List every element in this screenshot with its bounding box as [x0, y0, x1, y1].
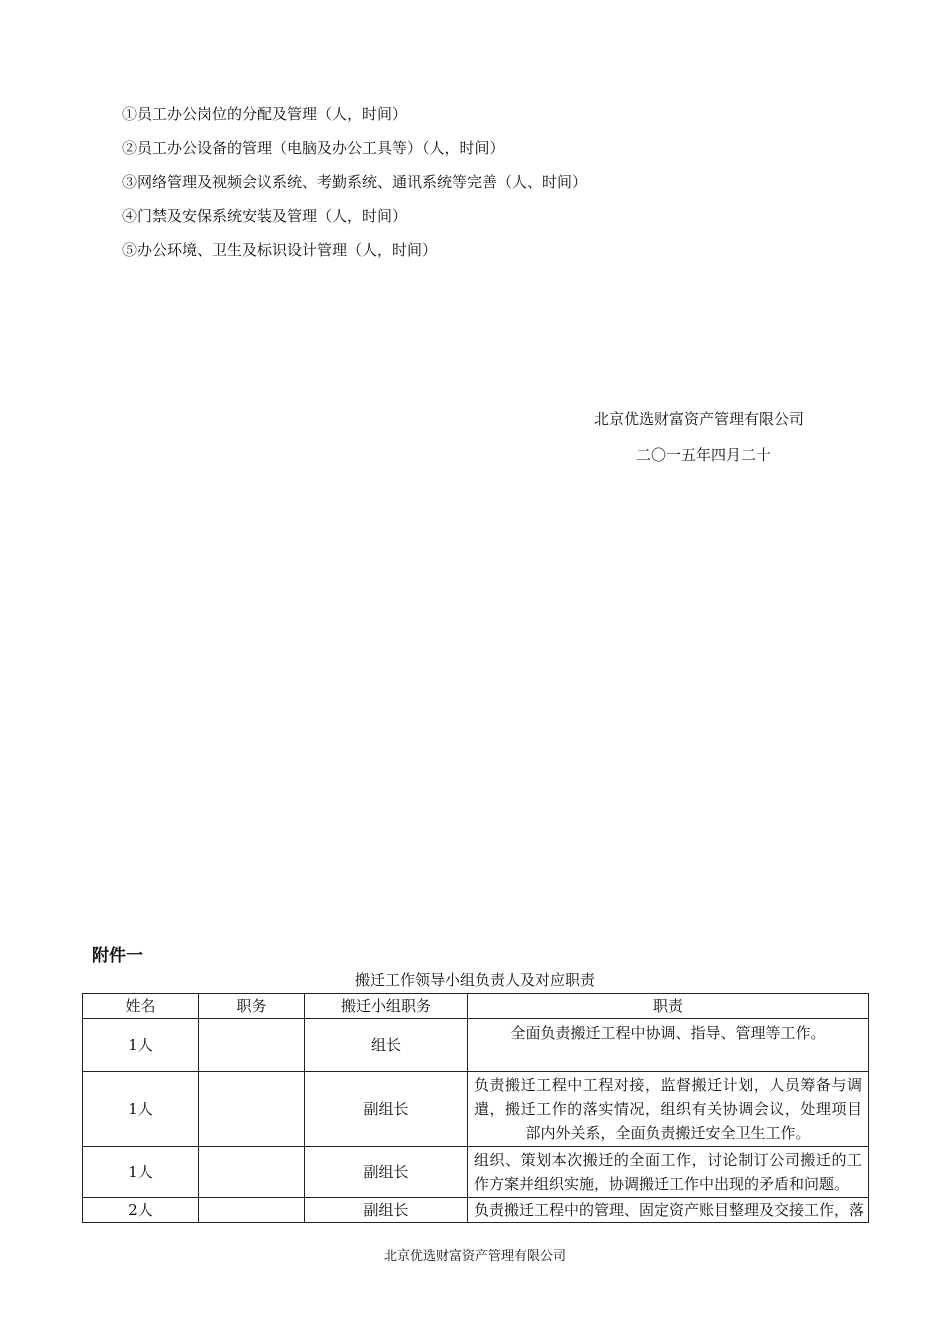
task-item: ②员工办公设备的管理（电脑及办公工具等）（人，时间） — [122, 139, 505, 157]
task-item: ④门禁及安保系统安装及管理（人，时间） — [122, 207, 408, 225]
header-name: 姓名 — [83, 994, 199, 1019]
cell-name: 2人 — [83, 1198, 199, 1223]
cell-role: 组长 — [305, 1019, 468, 1072]
cell-name: 1人 — [83, 1147, 199, 1198]
table-header-row — [83, 994, 869, 1019]
cell-position — [199, 1198, 305, 1223]
header-position: 职务 — [199, 994, 305, 1019]
cell-position — [199, 1072, 305, 1147]
cell-duty: 组织、策划本次搬迁的全面工作，讨论制订公司搬迁的工作方案并组织实施，协调搬迁工作中出现的矛盾和问题。 — [468, 1147, 869, 1198]
cell-role: 副组长 — [305, 1198, 468, 1223]
cell-duty: 全面负责搬迁工程中协调、指导、管理等工作。 — [468, 1019, 869, 1072]
cell-role: 副组长 — [305, 1147, 468, 1198]
task-item: ①员工办公岗位的分配及管理（人，时间） — [122, 105, 408, 123]
task-item: ③网络管理及视频会议系统、考勤系统、通讯系统等完善（人、时间） — [122, 173, 588, 191]
attachment-title: 附件一 — [92, 946, 143, 966]
signature-date: 二〇一五年四月二十 — [636, 446, 772, 464]
task-list — [122, 104, 587, 274]
header-role: 搬迁小组职务 — [305, 994, 468, 1019]
duty-table — [82, 993, 869, 1223]
table-row — [83, 1072, 869, 1147]
signature-company: 北京优选财富资产管理有限公司 — [594, 410, 805, 428]
page-footer: 北京优选财富资产管理有限公司 — [383, 1249, 566, 1264]
table-row — [83, 1019, 869, 1072]
table-caption: 搬迁工作领导小组负责人及对应职责 — [354, 971, 595, 989]
cell-name: 1人 — [83, 1072, 199, 1147]
table-row — [83, 1147, 869, 1198]
cell-duty: 负责搬迁工程中的管理、固定资产账目整理及交接工作，落 — [468, 1198, 869, 1223]
cell-name: 1人 — [83, 1019, 199, 1072]
table-row — [83, 1198, 869, 1223]
signature-block — [560, 408, 860, 466]
cell-position — [199, 1147, 305, 1198]
task-item: ⑤办公环境、卫生及标识设计管理（人，时间） — [122, 241, 438, 259]
cell-position — [199, 1019, 305, 1072]
cell-role: 副组长 — [305, 1072, 468, 1147]
cell-duty: 负责搬迁工程中工程对接，监督搬迁计划，人员筹备与调遣，搬迁工作的落实情况，组织有关协调会议，处理项目部内外关系，全面负责搬迁安全卫生工作。 — [468, 1072, 869, 1147]
header-duty: 职责 — [468, 994, 869, 1019]
